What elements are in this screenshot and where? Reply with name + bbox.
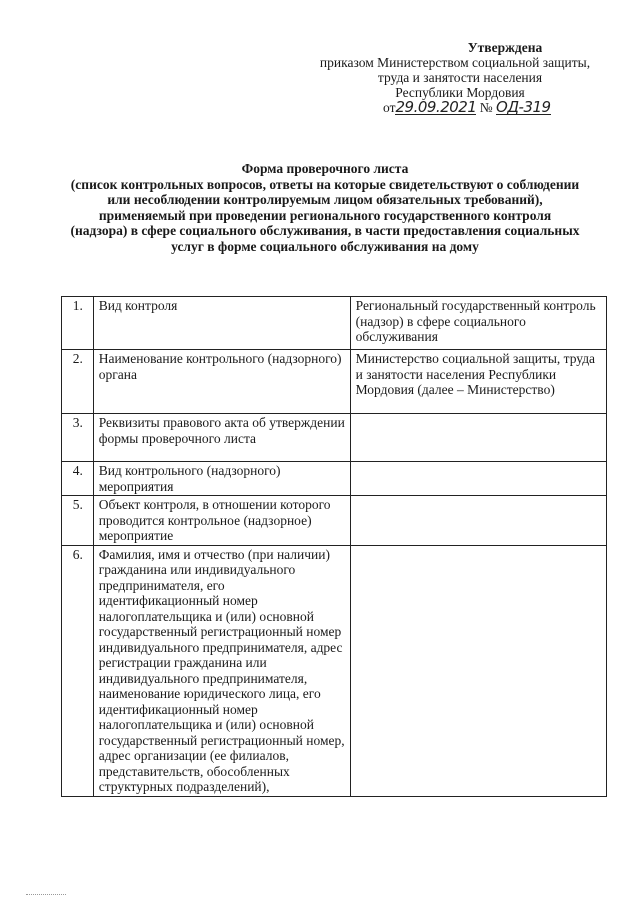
row-label: Вид контрольного (надзорного) мероприятия: [93, 462, 350, 496]
row-number: 1.: [62, 297, 94, 350]
row-number: 2.: [62, 350, 94, 414]
row-number: 3.: [62, 414, 94, 462]
approval-title: Утверждена: [467, 40, 543, 55]
table-row: [62, 496, 607, 546]
row-label: Вид контроля: [93, 297, 350, 350]
row-value: Министерство социальной защиты, труда и занятости населения Республики Мордовия (далее – Министерство): [350, 350, 606, 414]
date-prefix: от: [383, 100, 396, 115]
row-value: [350, 496, 606, 546]
row-value: [350, 462, 606, 496]
row-label: Наименование контрольного (надзорного) органа: [93, 350, 350, 414]
row-value: [350, 414, 606, 462]
table-row: [62, 545, 607, 796]
approval-block: [300, 40, 610, 118]
form-subtitle: (список контрольных вопросов, ответы на которые свидетельствуют о соблюдении или несоблюдении контролируемым лицом обязательных требований), применяемый при проведении регионального государственного контроля (надзора) в сфере социального обслуживания, в части предоставления социальных услуг в форме социального обслуживания на дому: [70, 176, 580, 254]
number-sign: №: [479, 100, 493, 115]
row-number: 4.: [62, 462, 94, 496]
row-label: Объект контроля, в отношении которого проводится контрольное (надзорное) мероприятие: [93, 496, 350, 546]
row-label: Фамилия, имя и отчество (при наличии) гражданина или индивидуального предпринимателя, его идентификационный номер налогоплательщика и (или) основной государственный регистрационный номер индивидуального предпринимателя, адрес регистрации гражданина или индивидуального предпринимателя, наименование юридического лица, его идентификационный номер налогоплательщика и (или) основной государственный регистрационный номер, адрес организации (ее филиалов, представительств, обособленных структурных подразделений),: [93, 545, 350, 796]
form-heading: [70, 161, 580, 254]
row-number: 5.: [62, 496, 94, 546]
approval-date-number-line: [300, 100, 610, 118]
row-value: Региональный государственный контроль (надзор) в сфере социального обслуживания: [350, 297, 606, 350]
row-number: 6.: [62, 545, 94, 796]
table-row: [62, 350, 607, 414]
row-value: [350, 545, 606, 796]
handwritten-date: 29.09.2021: [395, 98, 477, 116]
table-row: [62, 297, 607, 350]
approval-ministry-line: труда и занятости населения: [377, 70, 543, 85]
checklist-table: [61, 296, 607, 797]
table-row: [62, 414, 607, 462]
table-row: [62, 462, 607, 496]
page-edge-mark: [26, 894, 66, 897]
approval-order-line: приказом Министерством социальной защиты,: [319, 55, 591, 70]
handwritten-order-number: ОД-319: [496, 98, 551, 116]
row-label: Реквизиты правового акта об утверждении формы проверочного листа: [93, 414, 350, 462]
form-title: Форма проверочного листа: [241, 161, 409, 176]
approval-region-line: Республики Мордовия: [395, 85, 525, 100]
